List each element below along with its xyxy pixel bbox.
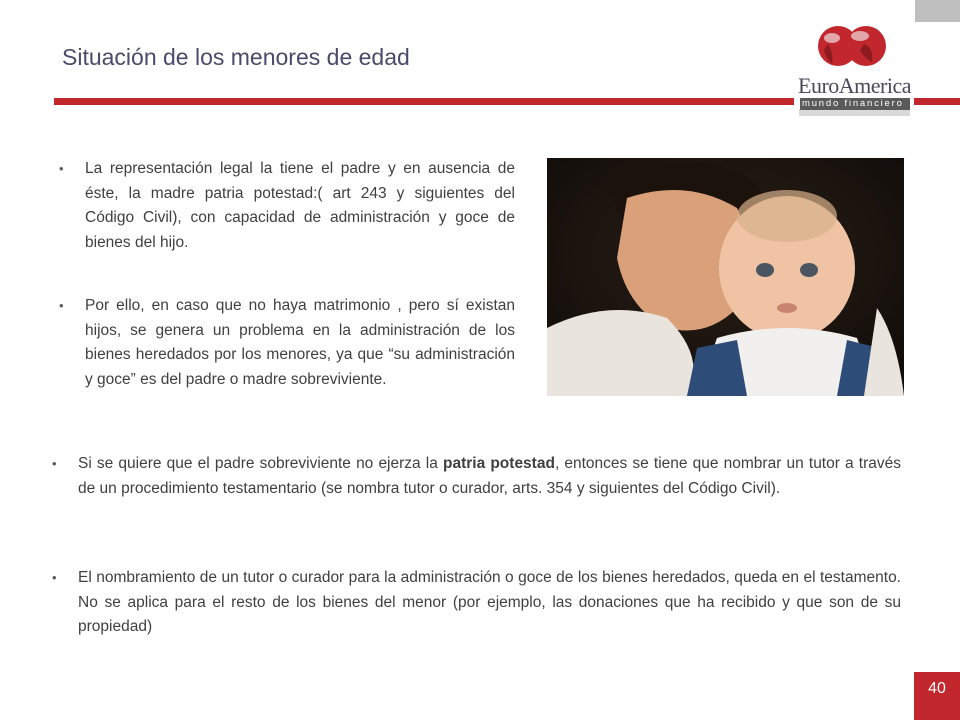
slide-title: Situación de los menores de edad: [62, 44, 410, 70]
globe-logo-icon: [816, 22, 888, 74]
bullet-dot-icon: •: [59, 161, 64, 176]
bullet-text-emphasis: patria potestad: [443, 455, 555, 472]
corner-decoration: [915, 0, 960, 22]
father-and-baby-photo: [547, 158, 904, 396]
page-number: 40: [928, 680, 946, 697]
logo-tagline: mundo financiero: [800, 98, 910, 110]
bullet-dot-icon: •: [52, 456, 57, 471]
page-number-box: [914, 672, 960, 720]
bullet-text: La representación legal la tiene el padre y en ausencia de éste, la madre patria potestad:( art 243 y siguientes del Código Civil), con capacidad de administración y goce de bienes del hijo.: [85, 160, 515, 251]
logo-underline-grey: [799, 109, 910, 116]
bullet-text: Por ello, en caso que no haya matrimonio , pero sí existan hijos, se genera un problema en la administración de los bienes heredados por los menores, ya que “su administración y goce” es del padre o madre sobreviviente.: [85, 297, 515, 388]
logo-name: EuroAmerica: [798, 73, 911, 98]
bullet-dot-icon: •: [59, 298, 64, 313]
bullet-paragraph-2: [59, 294, 515, 392]
bullet-paragraph-1: [59, 157, 515, 255]
bullet-dot-icon: •: [52, 570, 57, 585]
bullet-text: El nombramiento de un tutor o curador para la administración o goce de los bienes heredados, queda en el testamento. No se aplica para el resto de los bienes del menor (por ejemplo, las donaciones que ha recibido y que son de su propiedad): [78, 569, 901, 635]
euroamerica-logo: [794, 20, 914, 108]
bullet-text-before: Si se quiere que el padre sobreviviente no ejerza la: [78, 455, 443, 472]
bullet-paragraph-4: [52, 566, 901, 640]
bullet-paragraph-3: [52, 452, 901, 501]
bullet-text-after: , entonces se tiene que nombrar un tutor a través de un procedimiento testamentario (se nombra tutor o curador, arts. 354 y siguientes del Código Civil).: [78, 455, 901, 497]
